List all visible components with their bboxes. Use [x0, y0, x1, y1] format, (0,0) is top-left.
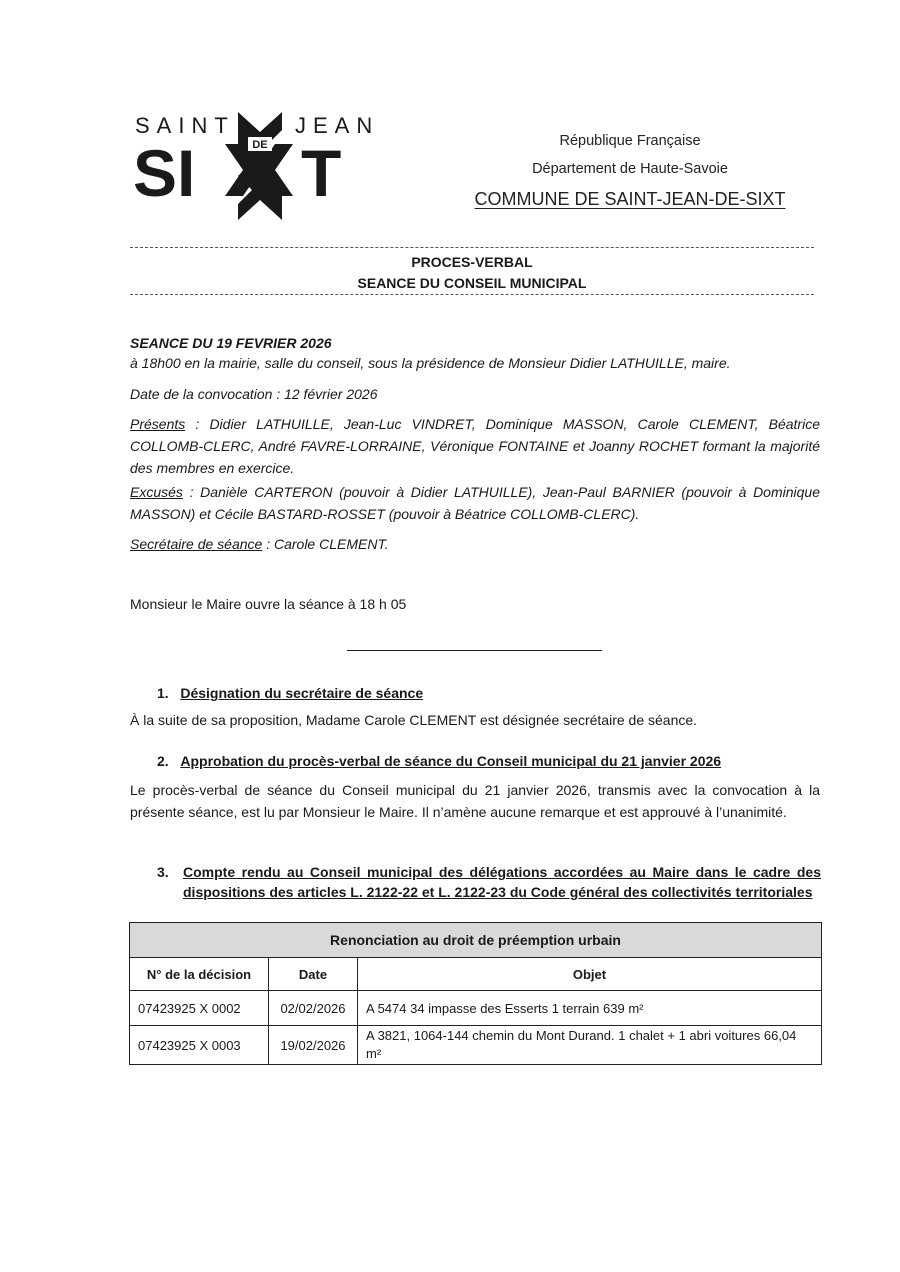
department-label: Département de Haute-Savoie — [532, 161, 728, 177]
logo-badge-de: DE — [252, 139, 268, 151]
preemption-table — [129, 922, 822, 1065]
commune-logo — [133, 108, 373, 228]
divider-bottom — [130, 294, 814, 295]
section-1-heading — [157, 682, 817, 704]
convocation-date: Date de la convocation : 12 février 2026 — [130, 386, 378, 402]
section-2-body: Le procès-verbal de séance du Conseil municipal du 21 janvier 2026, transmis avec la convocation à la présente séance, est lu par Monsieur le Maire. Il n’amène aucune remarque et est approuvé à l’unanimité. — [130, 782, 820, 820]
separator-line — [347, 650, 602, 651]
logo-word-saint: SAINT — [135, 113, 235, 138]
excuses-label: Excusés — [130, 484, 183, 500]
row-2-date: 19/02/2026 — [269, 1026, 358, 1065]
row-2-decision: 07423925 X 0003 — [130, 1026, 269, 1065]
col-header-decision: N° de la décision — [130, 958, 269, 991]
excuses-paragraph — [130, 481, 820, 525]
title-line1: PROCES-VERBAL — [411, 254, 533, 270]
presents-paragraph — [130, 413, 820, 479]
section-3-heading — [157, 862, 821, 902]
section-2-number: 2. — [157, 753, 169, 769]
title-line2: SEANCE DU CONSEIL MUNICIPAL — [357, 275, 587, 291]
section-3-title: Compte rendu au Conseil municipal des délégations accordées au Maire dans le cadre des dispositions des articles L. 2122-22 et L. 2122-23 du Code général des collectivités territoriales — [183, 864, 821, 900]
section-1-body: À la suite de sa proposition, Madame Carole CLEMENT est désignée secrétaire de séance. — [130, 712, 698, 728]
table-title: Renonciation au droit de préemption urbain — [130, 923, 822, 958]
row-2-object: A 3821, 1064-144 chemin du Mont Durand. 1 chalet + 1 abri voitures 66,04 m² — [358, 1026, 822, 1065]
commune-name: COMMUNE DE SAINT-JEAN-DE-SIXT — [474, 189, 786, 209]
excuses-text: : Danièle CARTERON (pouvoir à Didier LATHUILLE), Jean-Paul BARNIER (pouvoir à Dominique MASSON) et Cécile BASTARD-ROSSET (pouvoir à Béatrice COLLOMB-CLERC). — [130, 484, 820, 522]
logo-mark — [133, 108, 373, 228]
secretary-label: Secrétaire de séance — [130, 536, 263, 552]
section-2-title: Approbation du procès-verbal de séance du Conseil municipal du 21 janvier 2026 — [180, 753, 722, 769]
row-1-date: 02/02/2026 — [269, 991, 358, 1026]
table-row — [130, 1026, 822, 1065]
divider-top — [130, 247, 814, 248]
section-3-number: 3. — [157, 864, 169, 880]
logo-word-t: T — [301, 136, 342, 210]
section-1-number: 1. — [157, 685, 169, 701]
republic-label: République Française — [559, 133, 701, 149]
logo-word-jean: JEAN — [295, 113, 373, 138]
table-row — [130, 991, 822, 1026]
col-header-date: Date — [269, 958, 358, 991]
session-heading: SEANCE DU 19 FEVRIER 2026 — [130, 335, 332, 351]
opening-statement: Monsieur le Maire ouvre la séance à 18 h 05 — [130, 596, 407, 612]
section-1-title: Désignation du secrétaire de séance — [180, 685, 424, 701]
presents-label: Présents — [130, 416, 186, 432]
section-2-heading — [157, 750, 817, 772]
secretary-paragraph — [130, 533, 820, 555]
col-header-object: Objet — [358, 958, 822, 991]
row-1-object: A 5474 34 impasse des Esserts 1 terrain 639 m² — [358, 991, 822, 1026]
row-1-decision: 07423925 X 0002 — [130, 991, 269, 1026]
presents-text: : Didier LATHUILLE, Jean-Luc VINDRET, Dominique MASSON, Carole CLEMENT, Béatrice COLLOMB-CLERC, André FAVRE-LORRAINE, Véronique FONTAINE et Joanny ROCHET formant la majorité des membres en exercice. — [130, 416, 820, 476]
secretary-text: : Carole CLEMENT. — [262, 536, 389, 552]
session-place: à 18h00 en la mairie, salle du conseil, sous la présidence de Monsieur Didier LATHUILLE, maire. — [130, 355, 731, 371]
logo-word-si: SI — [133, 136, 196, 210]
